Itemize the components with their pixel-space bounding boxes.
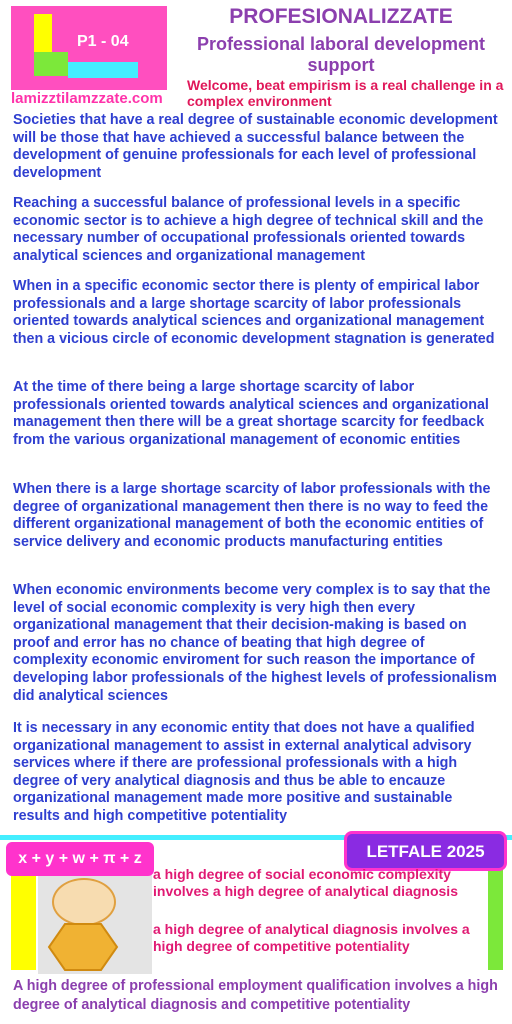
decor-yellow-bar [11, 875, 36, 970]
logo-green-block [34, 52, 68, 76]
brand-text: LETFALE 2025 [366, 842, 485, 861]
formula-badge [6, 842, 154, 876]
paragraph-7: It is necessary in any economic entity that does not have a qualified organizational management to assist in external analytical advisory services where if there are professional professionals with a high degree of very analytical diagnosis and thus be able to encauze organizational management made more positive and sustainable results and high competitive potentiality [13, 720, 475, 824]
paragraph-6: When economic environments become very complex is to say that the level of social economic complexity is very high then every organizational management that their decision-making is based on proof and error has no chance of beating that high degree of complexity economic enviroment for such reason the importance of developing labor professionals of the highest levels of professionalism did analytical sciences [13, 582, 497, 704]
paragraph-4: At the time of there being a large shortage scarcity of labor professionals oriented towards analytical sciences and organizational management then there will be a great shortage scarcity for feedback from the various organizational management of economic entities [13, 379, 489, 448]
paragraph-5: When there is a large shortage scarcity of labor professionals with the degree of organizational management then there is no way to feed the different organizational management of both the economic entities of service delivery and economic products manufacturing entities [13, 481, 491, 550]
site-link[interactable]: lamizztilamzzate.com [11, 90, 163, 107]
formula-text: x + y + w + π + z [18, 850, 142, 867]
page-subtitle: Professional laboral development support [196, 34, 486, 75]
header-logo-block [11, 6, 167, 90]
paragraph-2: Reaching a successful balance of professional levels in a specific economic sector is to achieve a high degree of technical skill and the necessary number of occupational professionals oriented towards analytical sciences and organizational management [13, 195, 484, 264]
logo-cyan-block [68, 62, 138, 78]
claim-2: a high degree of analytical diagnosis involves a high degree of competitive potentiality [153, 921, 470, 954]
page-title: PROFESIONALIZZATE [229, 5, 453, 28]
page-code-badge: P1 - 04 [77, 33, 129, 50]
welcome-message: Welcome, beat empirism is a real challenge in a complex environment [187, 77, 504, 109]
claim-1: a high degree of social economic complexity involves a high degree of analytical diagnosis [153, 866, 458, 899]
person-body-icon [47, 922, 119, 972]
decor-green-bar [488, 866, 503, 970]
paragraph-1: Societies that have a real degree of sustainable economic development will be those that have achieved a successful balance between the development of genuine professionals for each level of professional development [13, 112, 498, 181]
logo-yellow-block [34, 14, 52, 52]
paragraph-3: When in a specific economic sector there is plenty of empirical labor professionals and a large shortage scarcity of labor professionals oriented towards analytical sciences and organizational management then a vicious circle of economic development stagnation is generated [13, 278, 495, 347]
brand-badge [344, 831, 507, 871]
person-head-icon [52, 878, 116, 926]
footer-statement: A high degree of professional employment qualification involves a high degree of analytical diagnosis and competitive potentiality [13, 978, 498, 1013]
